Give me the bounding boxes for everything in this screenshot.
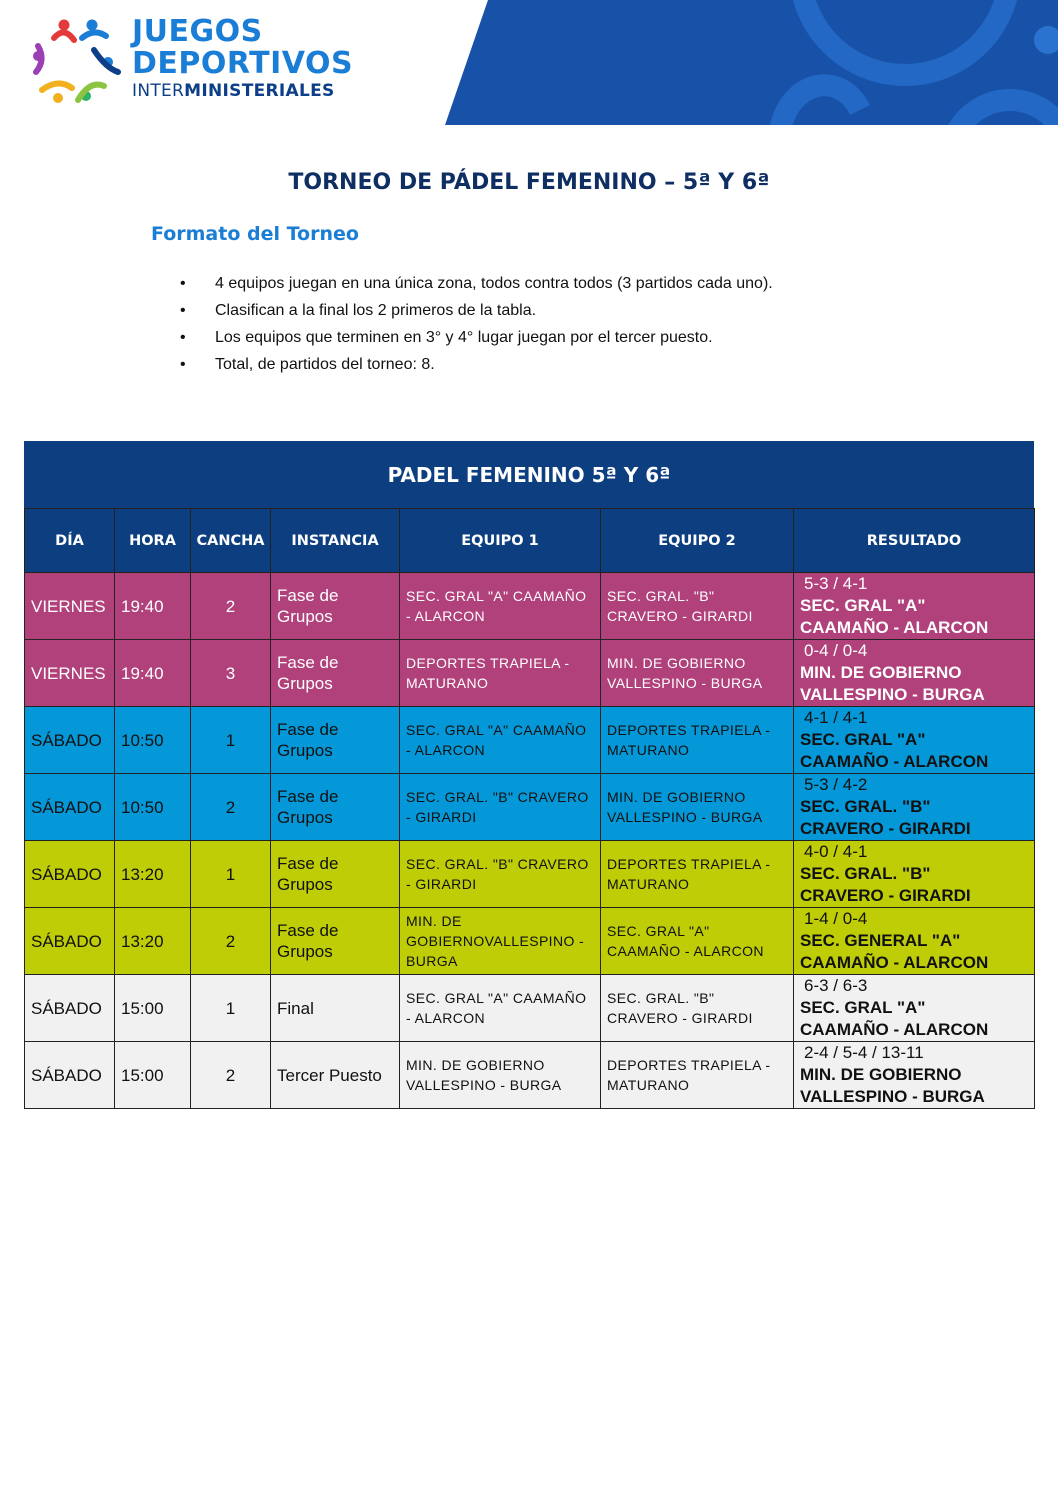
table-row (25, 975, 1035, 1042)
cell-stage: Fase de Grupos (271, 841, 400, 908)
schedule-table-container (24, 441, 1034, 1109)
cell-result (794, 1042, 1035, 1109)
cell-stage: Fase de Grupos (271, 707, 400, 774)
cell-time: 19:40 (115, 573, 191, 640)
bullet-icon: • (180, 302, 186, 319)
cell-court: 2 (191, 774, 271, 841)
logo-line-1: JUEGOS (132, 14, 263, 49)
result-score: 2-4 / 5-4 / 13-11 (804, 1043, 924, 1062)
cell-court: 1 (191, 707, 271, 774)
cell-team1: MIN. DE GOBIERNO VALLESPINO - BURGA (400, 1042, 601, 1109)
list-item: • Los equipos que terminen en 3° y 4° lugar juegan por el tercer puesto. (180, 324, 773, 351)
result-score: 5-3 / 4-1 (804, 574, 868, 593)
cell-team2: SEC. GRAL. "B" CRAVERO - GIRARDI (601, 573, 794, 640)
cell-day: SÁBADO (25, 1042, 115, 1109)
cell-day: SÁBADO (25, 707, 115, 774)
header-team1: EQUIPO 1 (400, 509, 601, 573)
result-winner-org: SEC. GRAL. "B" (800, 797, 931, 816)
header-team2: EQUIPO 2 (601, 509, 794, 573)
bullet-icon: • (180, 275, 186, 292)
result-score: 0-4 / 0-4 (804, 641, 868, 660)
page-title: TORNEO DE PÁDEL FEMENINO – 5ª Y 6ª (288, 170, 770, 195)
table-row (25, 841, 1035, 908)
cell-result (794, 707, 1035, 774)
cell-time: 19:40 (115, 640, 191, 707)
cell-result (794, 774, 1035, 841)
result-winner-org: SEC. GRAL "A" (800, 596, 926, 615)
cell-stage: Fase de Grupos (271, 908, 400, 975)
cell-team2: DEPORTES TRAPIELA - MATURANO (601, 1042, 794, 1109)
cell-result (794, 573, 1035, 640)
cell-result (794, 841, 1035, 908)
cell-team2: DEPORTES TRAPIELA - MATURANO (601, 707, 794, 774)
cell-time: 10:50 (115, 707, 191, 774)
cell-team1: SEC. GRAL "A" CAAMAÑO - ALARCON (400, 707, 601, 774)
cell-time: 10:50 (115, 774, 191, 841)
result-winner-org: MIN. DE GOBIERNO (800, 663, 962, 682)
result-winner-players: VALLESPINO - BURGA (800, 685, 985, 704)
bullet-icon: • (180, 356, 186, 373)
cell-stage: Final (271, 975, 400, 1042)
cell-stage: Fase de Grupos (271, 640, 400, 707)
cell-day: SÁBADO (25, 841, 115, 908)
cell-court: 2 (191, 1042, 271, 1109)
cell-day: SÁBADO (25, 774, 115, 841)
table-row (25, 774, 1035, 841)
cell-day: VIERNES (25, 573, 115, 640)
section-heading: Formato del Torneo (151, 223, 359, 245)
table-row (25, 640, 1035, 707)
cell-result (794, 975, 1035, 1042)
cell-time: 15:00 (115, 1042, 191, 1109)
list-item: • Clasifican a la final los 2 primeros de la tabla. (180, 297, 773, 324)
table-row (25, 1042, 1035, 1109)
header-time: HORA (115, 509, 191, 573)
cell-result (794, 640, 1035, 707)
cell-result (794, 908, 1035, 975)
table-title: PADEL FEMENINO 5ª Y 6ª (24, 441, 1034, 508)
result-winner-org: MIN. DE GOBIERNO (800, 1065, 962, 1084)
header-result: RESULTADO (794, 509, 1035, 573)
cell-time: 13:20 (115, 908, 191, 975)
result-winner-org: SEC. GENERAL "A" (800, 931, 961, 950)
cell-time: 15:00 (115, 975, 191, 1042)
cell-team2: MIN. DE GOBIERNO VALLESPINO - BURGA (601, 774, 794, 841)
logo-line-3: INTERMINISTERIALES (132, 81, 335, 101)
cell-team2: SEC. GRAL "A" CAAMAÑO - ALARCON (601, 908, 794, 975)
result-score: 1-4 / 0-4 (804, 909, 868, 928)
header-stage: INSTANCIA (271, 509, 400, 573)
cell-team1: DEPORTES TRAPIELA - MATURANO (400, 640, 601, 707)
list-item: • Total, de partidos del torneo: 8. (180, 351, 773, 378)
result-winner-players: CAAMAÑO - ALARCON (800, 752, 989, 771)
bullet-icon: • (180, 329, 186, 346)
people-logo-icon (28, 16, 128, 108)
cell-day: SÁBADO (25, 975, 115, 1042)
cell-court: 3 (191, 640, 271, 707)
cell-team1: SEC. GRAL. "B" CRAVERO - GIRARDI (400, 774, 601, 841)
result-winner-players: CRAVERO - GIRARDI (800, 886, 971, 905)
header-day: DÍA (25, 509, 115, 573)
table-row (25, 707, 1035, 774)
format-list (180, 270, 773, 378)
table-row (25, 908, 1035, 975)
cell-team1: SEC. GRAL "A" CAAMAÑO - ALARCON (400, 975, 601, 1042)
result-winner-players: VALLESPINO - BURGA (800, 1087, 985, 1106)
logo-wordmark (132, 16, 353, 102)
result-winner-players: CAAMAÑO - ALARCON (800, 618, 989, 637)
cell-court: 1 (191, 975, 271, 1042)
cell-stage: Tercer Puesto (271, 1042, 400, 1109)
table-header-row (25, 509, 1035, 573)
schedule-table (24, 508, 1035, 1109)
result-winner-org: SEC. GRAL "A" (800, 998, 926, 1017)
result-winner-org: SEC. GRAL. "B" (800, 864, 931, 883)
result-score: 4-1 / 4-1 (804, 708, 868, 727)
cell-court: 1 (191, 841, 271, 908)
cell-stage: Fase de Grupos (271, 774, 400, 841)
cell-team2: SEC. GRAL. "B" CRAVERO - GIRARDI (601, 975, 794, 1042)
result-score: 4-0 / 4-1 (804, 842, 868, 861)
logo (28, 16, 368, 116)
cell-time: 13:20 (115, 841, 191, 908)
cell-team1: SEC. GRAL "A" CAAMAÑO - ALARCON (400, 573, 601, 640)
result-winner-players: CAAMAÑO - ALARCON (800, 953, 989, 972)
logo-line-2: DEPORTIVOS (132, 46, 354, 81)
result-winner-players: CAAMAÑO - ALARCON (800, 1020, 989, 1039)
cell-day: VIERNES (25, 640, 115, 707)
list-item: • 4 equipos juegan en una única zona, todos contra todos (3 partidos cada uno). (180, 270, 773, 297)
cell-court: 2 (191, 573, 271, 640)
cell-stage: Fase de Grupos (271, 573, 400, 640)
table-row (25, 573, 1035, 640)
cell-team2: DEPORTES TRAPIELA - MATURANO (601, 841, 794, 908)
result-winner-org: SEC. GRAL "A" (800, 730, 926, 749)
cell-day: SÁBADO (25, 908, 115, 975)
result-winner-players: CRAVERO - GIRARDI (800, 819, 971, 838)
cell-team1: SEC. GRAL. "B" CRAVERO - GIRARDI (400, 841, 601, 908)
cell-court: 2 (191, 908, 271, 975)
header-court: CANCHA (191, 509, 271, 573)
result-score: 6-3 / 6-3 (804, 976, 868, 995)
result-score: 5-3 / 4-2 (804, 775, 868, 794)
cell-team2: MIN. DE GOBIERNO VALLESPINO - BURGA (601, 640, 794, 707)
cell-team1: MIN. DE GOBIERNOVALLESPINO - BURGA (400, 908, 601, 975)
